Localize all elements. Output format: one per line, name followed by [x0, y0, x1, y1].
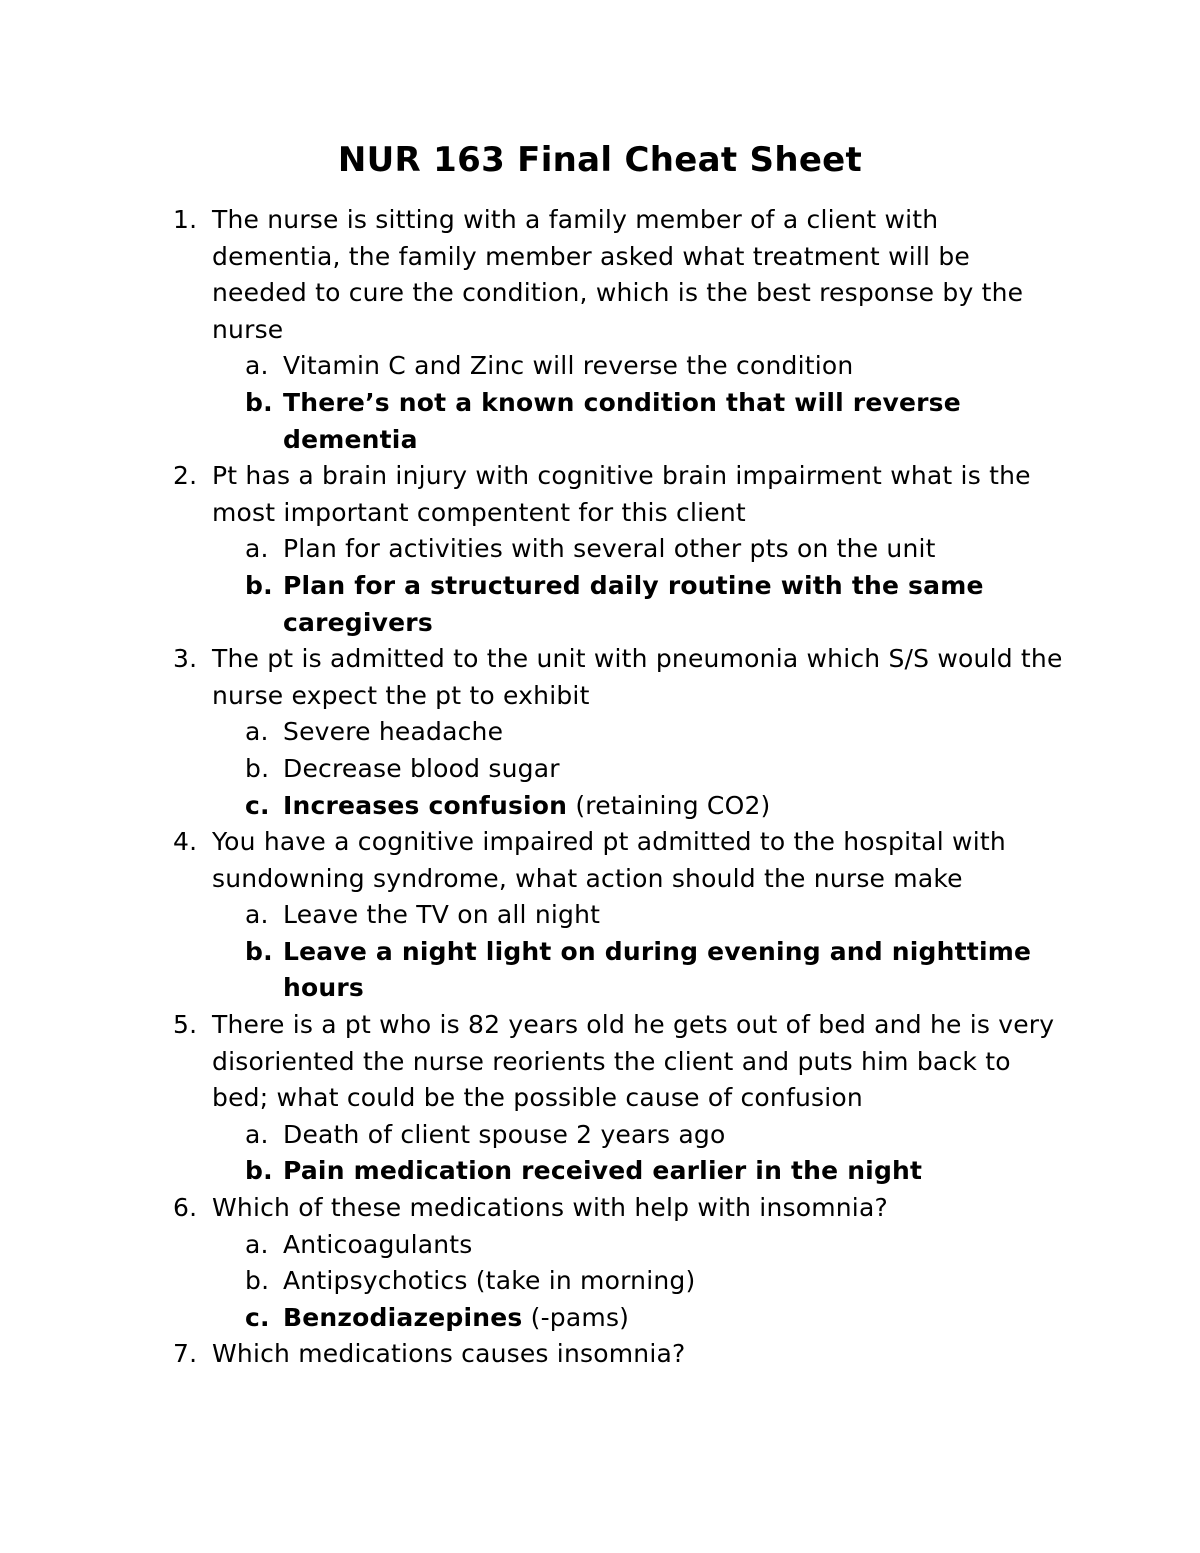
question-number: 7.	[173, 1339, 198, 1369]
question-number: 5.	[173, 1010, 198, 1040]
answer-option	[212, 531, 1073, 568]
question-number: 3.	[173, 644, 198, 674]
option-text: Leave a night light on during evening and nighttime hours	[283, 936, 1032, 1003]
option-letter: a.	[245, 1119, 269, 1149]
correct-answer-option	[212, 568, 1073, 641]
option-text: Pain medication received earlier in the night	[283, 1156, 923, 1186]
option-text: Plan for activities with several other pts on the unit	[283, 534, 936, 564]
option-note: (-pams)	[522, 1302, 630, 1332]
answer-option	[212, 1263, 1073, 1300]
question-number: 2.	[173, 461, 198, 491]
option-letter: c.	[245, 1302, 270, 1332]
question-list	[173, 202, 1073, 1373]
answer-options	[212, 531, 1073, 641]
option-letter: b.	[245, 570, 273, 600]
answer-options	[212, 348, 1073, 458]
option-letter: c.	[245, 790, 270, 820]
option-letter: b.	[245, 387, 273, 417]
option-text: Decrease blood sugar	[283, 753, 560, 783]
question-item	[173, 1190, 1073, 1336]
answer-option	[212, 897, 1073, 934]
option-note: (retaining CO2)	[567, 790, 771, 820]
question-text: The nurse is sitting with a family member of a client with dementia, the family member asked what treatment will be needed to cure the condition, which is the best response by the nurse	[212, 205, 1024, 344]
answer-option	[212, 751, 1073, 788]
correct-answer-option	[212, 788, 1073, 825]
option-letter: a.	[245, 900, 269, 930]
option-text: Vitamin C and Zinc will reverse the condition	[283, 351, 854, 381]
question-text: Which of these medications with help with insomnia?	[212, 1193, 888, 1223]
option-text: There’s not a known condition that will reverse dementia	[283, 387, 961, 454]
answer-option	[212, 714, 1073, 751]
option-letter: a.	[245, 717, 269, 747]
question-item	[173, 641, 1073, 824]
option-letter: a.	[245, 534, 269, 564]
option-text: Increases confusion	[283, 790, 568, 820]
answer-options	[212, 1227, 1073, 1337]
answer-options	[212, 1117, 1073, 1190]
option-text: Severe headache	[283, 717, 504, 747]
answer-option	[212, 1227, 1073, 1264]
question-item	[173, 202, 1073, 458]
option-text: Anticoagulants	[283, 1229, 473, 1259]
option-text: Plan for a structured daily routine with the same caregivers	[283, 570, 984, 637]
question-item	[173, 458, 1073, 641]
answer-option	[212, 1117, 1073, 1154]
option-letter: b.	[245, 1266, 270, 1296]
question-text: You have a cognitive impaired pt admitted to the hospital with sundowning syndrome, what action should the nurse make	[212, 827, 1006, 893]
option-text: Leave the TV on all night	[283, 900, 601, 930]
question-item	[173, 1336, 1073, 1373]
question-text: There is a pt who is 82 years old he gets out of bed and he is very disoriented the nurse reorients the client and puts him back to bed; what could be the possible cause of confusion	[212, 1010, 1055, 1113]
correct-answer-option	[212, 1153, 1073, 1190]
option-letter: b.	[245, 1156, 273, 1186]
option-letter: a.	[245, 351, 269, 381]
question-item	[173, 1007, 1073, 1190]
option-text: Death of client spouse 2 years ago	[283, 1119, 726, 1149]
option-text: Benzodiazepines	[283, 1302, 523, 1332]
correct-answer-option	[212, 385, 1073, 458]
option-letter: b.	[245, 936, 273, 966]
question-item	[173, 824, 1073, 1007]
question-number: 6.	[173, 1193, 198, 1223]
option-text: Antipsychotics (take in morning)	[283, 1266, 696, 1296]
answer-option	[212, 348, 1073, 385]
question-number: 4.	[173, 827, 198, 857]
question-text: Pt has a brain injury with cognitive brain impairment what is the most important compentent for this client	[212, 461, 1031, 527]
question-number: 1.	[173, 205, 198, 234]
page-title: NUR 163 Final Cheat Sheet	[337, 140, 863, 180]
option-letter: a.	[245, 1229, 269, 1259]
correct-answer-option	[212, 1300, 1073, 1337]
question-text: The pt is admitted to the unit with pneumonia which S/S would the nurse expect the pt to exhibit	[212, 644, 1063, 710]
correct-answer-option	[212, 934, 1073, 1007]
answer-options	[212, 897, 1073, 1007]
answer-options	[212, 714, 1073, 824]
question-text: Which medications causes insomnia?	[212, 1339, 686, 1369]
option-letter: b.	[245, 753, 270, 783]
